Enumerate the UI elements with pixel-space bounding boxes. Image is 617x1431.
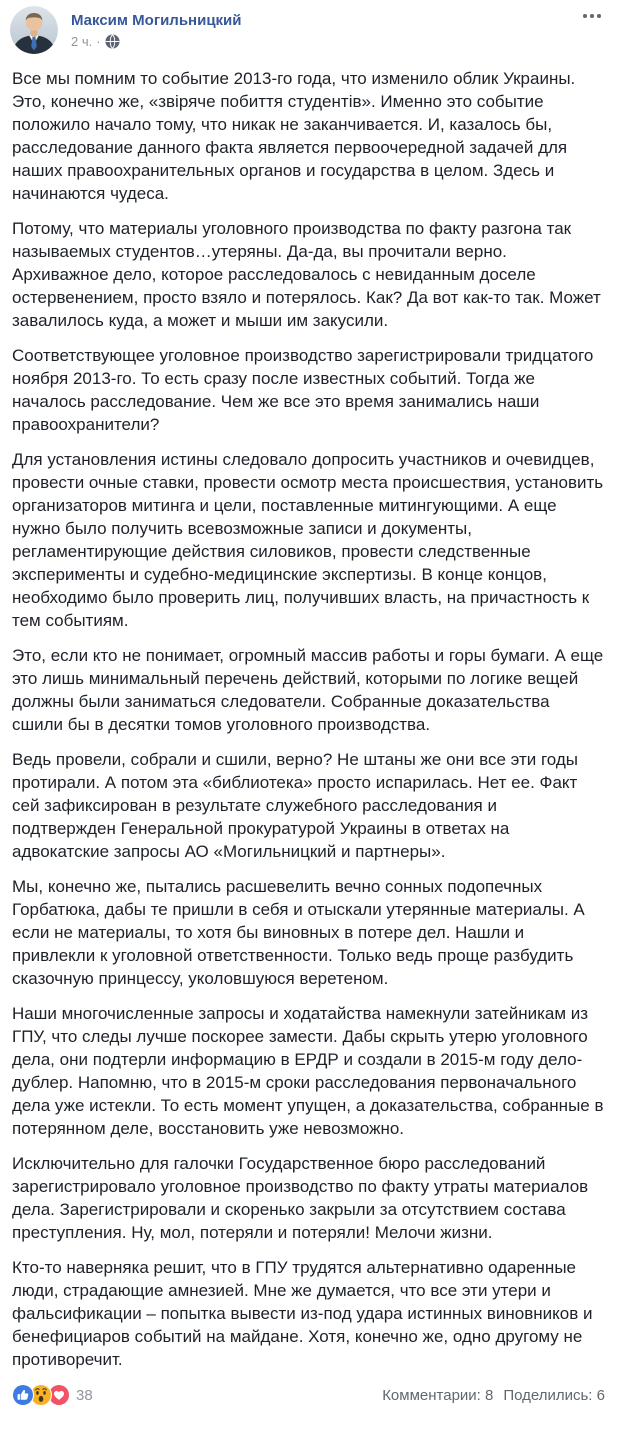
engagement-counts [382,1387,605,1404]
post-paragraph: Кто-то наверняка решит, что в ГПУ трудятся альтернативно одаренные люди, страдающие амнезией. Мне же думается, что все эти утери и фальсификации – попытка вывести из-под удара истинных виновников и бенефициаров событий на майдане. Хотя, конечно же, одно другому не противоречит. [12,1258,593,1369]
post-paragraph: Это, если кто не понимает, огромный массив работы и горы бумаги. А еще это лишь минимальный перечень действий, которыми по логике вещей должны были заниматься следователи. Собранные доказательства сшили бы в десятки томов уголовного производства. [12,646,604,734]
post-paragraph: Мы, конечно же, пытались расшевелить вечно сонных подопечных Горбатюка, дабы те пришли в себя и отыскали утерянные материалы. А если не материалы, то хотя бы виновных в потере дел. Нашли и привлекли к уголовной ответственности. Только ведь проще разбудить сказочную принцессу, уколовшуюся веретеном. [12,877,585,988]
post-paragraph: Ведь провели, собрали и сшили, верно? Не штаны же они все эти годы протирали. А потом эта «библиотека» просто испарилась. Нет ее. Факт сей зафиксирован в результате служебного расследования и подтвержден Генеральной прокуратурой Украины в ответах на адвокатские запросы АО «Могильницкий и партнеры». [12,750,578,861]
reaction-count[interactable]: 38 [76,1386,93,1404]
post-footer [0,1371,617,1406]
post-menu-button[interactable] [581,8,603,24]
post-paragraph: Соответствующее уголовное производство зарегистрировали тридцатого ноября 2013-го. То есть сразу после известных событий. Тогда же началось расследование. Чем же все это время занимались наши правоохранители? [12,346,594,434]
post-meta [71,33,242,50]
comments-count[interactable]: Комментарии: 8 [382,1386,494,1404]
post-text [0,67,617,1371]
like-icon[interactable] [12,1384,34,1406]
avatar-portrait [10,6,58,54]
ellipsis-icon [583,14,587,18]
post-paragraph: Исключительно для галочки Государственное бюро расследований зарегистрировало уголовное производство по факту утраты материалов дела. Зарегистрировали и скоренько закрыли за отсутствием состава преступления. Ну, мол, потеряли и потеряли! Мелочи жизни. [12,1154,589,1242]
header-text [71,6,242,50]
reactions-summary[interactable] [12,1384,93,1406]
timestamp[interactable]: 2 ч. [71,34,93,49]
post-paragraph: Наши многочисленные запросы и ходатайства намекнули затейникам из ГПУ, что следы лучше поскорее замести. Дабы скрыть утерю уголовного дела, они подтерли информацию в ЕРДР и создали в 2015-м году дело-дублер. Напомню, что в 2015-м сроки расследования первоначального дела уже истекли. То есть момент упущен, а доказательства, собранные в потерянном деле, восстановить уже невозможно. [12,1004,604,1138]
author-name[interactable]: Максим Могильницкий [71,12,242,29]
avatar[interactable] [10,6,58,54]
post-paragraph: Потому, что материалы уголовного производства по факту разгона так называемых студентов…утеряны. Да-да, вы прочитали верно. Архиважное дело, которое расследовалось с невиданным доселе остервенением, просто взяло и потерялось. Как? Да вот как-то так. Может завалилось куда, а может и мыши им закусили. [12,219,601,330]
post-header [0,0,617,54]
post-paragraph: Для установления истины следовало допросить участников и очевидцев, провести очные ставки, провести осмотр места происшествия, установить организаторов митинга и цели, поставленные митингующими. А еще нужно было получить всевозможные записи и документы, регламентирующие действия силовиков, провести следственные эксперименты и судебно-медицинские экспертизы. В конце концов, необходимо было проверить лиц, получивших власть, на причастность к тем событиям. [12,450,604,630]
post-paragraph: Все мы помним то событие 2013-го года, что изменило облик Украины. Это, конечно же, «звіряче побиття студентів». Именно это событие положило начало тому, что никак не заканчивается. И, казалось бы, расследование данного факта является первоочередной задачей для наших правоохранительных органов и государства в целом. Здесь и начинаются чудеса. [12,69,576,203]
meta-separator: · [96,34,101,49]
shares-count[interactable]: Поделились: 6 [503,1386,605,1404]
globe-icon [105,34,120,49]
